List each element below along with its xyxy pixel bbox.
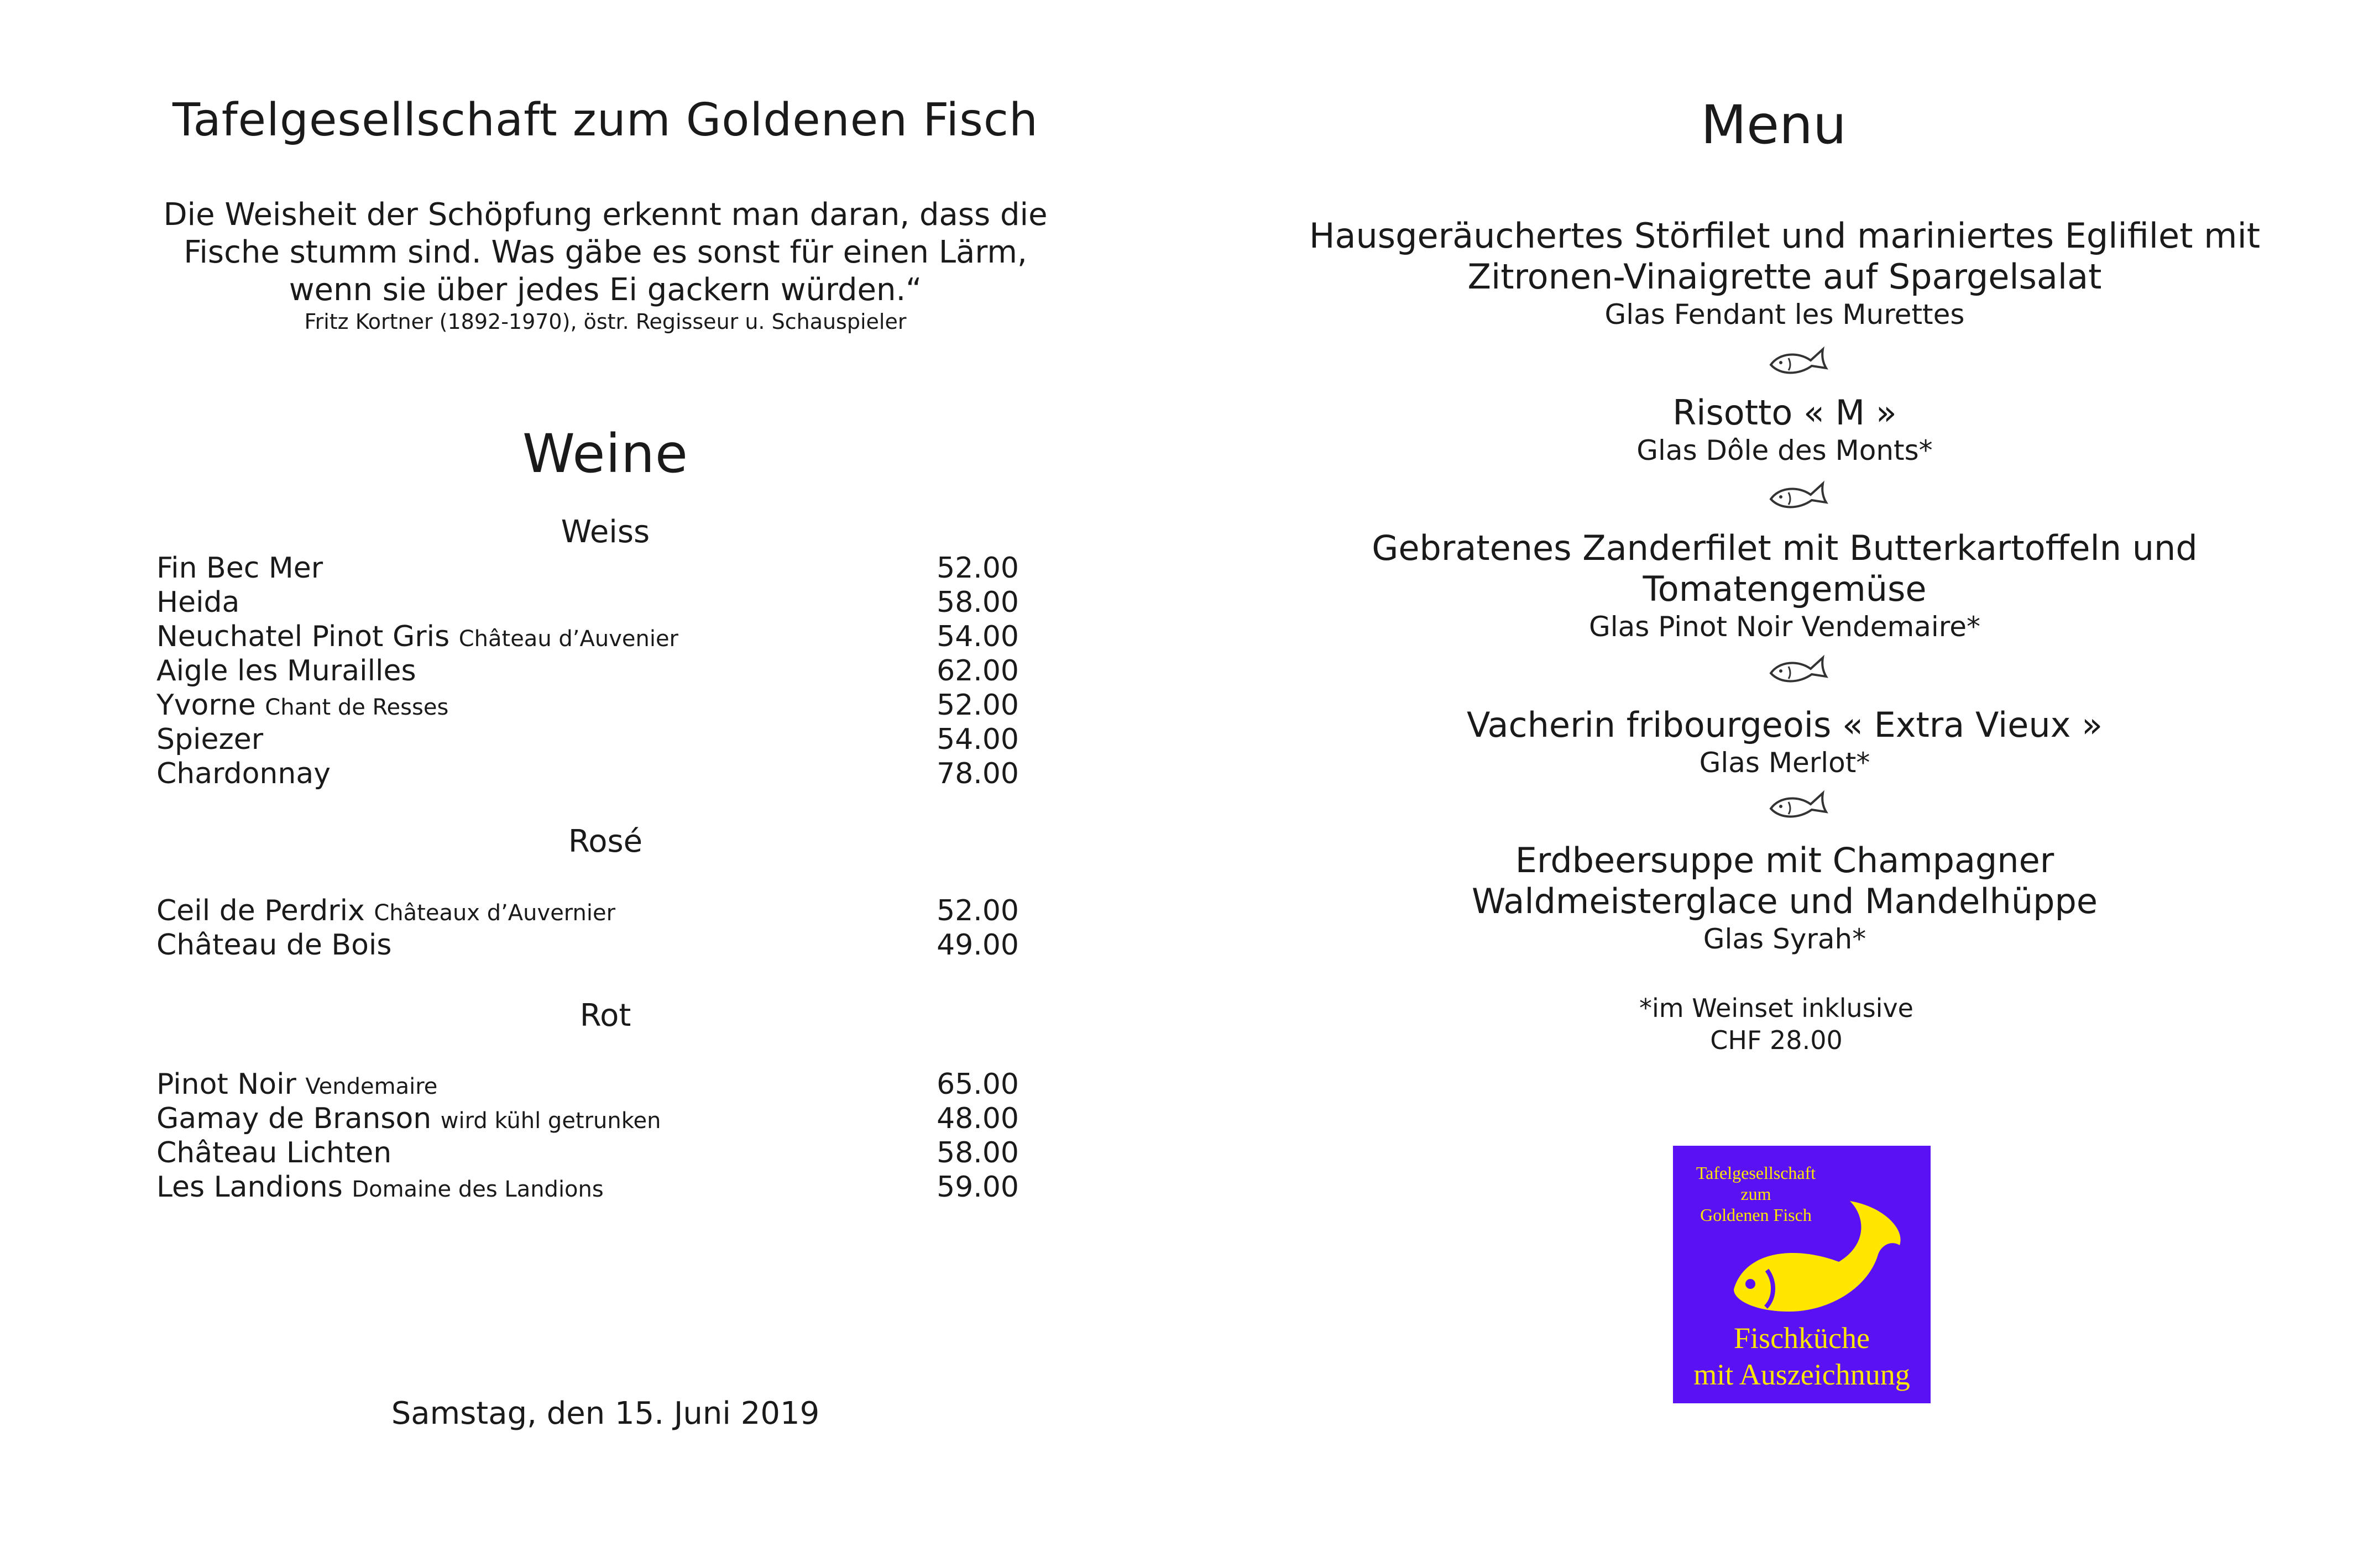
wine-row: [156, 654, 1019, 689]
wine-note: Château d’Auvenier: [458, 626, 679, 652]
wine-name: Les Landions Domaine des Landions: [156, 1171, 604, 1204]
wine-price: 54.00: [937, 620, 1019, 653]
logo-top-text: Tafelgesellschaft zum Goldenen Fisch: [1696, 1163, 1816, 1225]
wine-name: Yvorne Chant de Resses: [156, 689, 449, 722]
course-2: [1176, 392, 2353, 468]
paired-wine: Glas Syrah*: [1703, 923, 1866, 955]
wine-row: [156, 1136, 1019, 1171]
dish-line: Vacherin fribourgeois « Extra Vieux »: [1466, 705, 2103, 745]
wine-price: 65.00: [937, 1068, 1019, 1101]
wine-price: 49.00: [937, 929, 1019, 962]
quote: [0, 196, 1211, 309]
course-1: [1176, 216, 2353, 332]
wine-name: Château de Bois: [156, 929, 392, 962]
wine-row: [156, 552, 1019, 586]
paired-wine: Glas Fendant les Murettes: [1604, 298, 1965, 331]
paired-wine: Glas Pinot Noir Vendemaire*: [1588, 611, 1980, 643]
quote-line: Die Weisheit der Schöpfung erkennt man daran, dass die: [163, 197, 1048, 233]
wine-price: 58.00: [937, 1136, 1019, 1170]
wine-price: 52.00: [937, 894, 1019, 927]
dish-line: Waldmeisterglace und Mandelhüppe: [1472, 881, 2098, 921]
wine-note: wird kühl getrunken: [440, 1108, 661, 1134]
quote-line: wenn sie über jedes Ei gackern würden.“: [289, 272, 922, 308]
group-heading-weiss: Weiss: [561, 514, 650, 550]
wine-note: Chant de Resses: [265, 695, 449, 720]
wine-group-weiss: [156, 552, 1019, 791]
society-logo: [1673, 1146, 1931, 1403]
wine-list-page: [0, 0, 1176, 1568]
wine-price: 54.00: [937, 723, 1019, 756]
wine-name: Ceil de Perdrix Châteaux d’Auvernier: [156, 894, 616, 927]
quote-attribution: Fritz Kortner (1892-1970), östr. Regisseur u. Schauspieler: [304, 310, 907, 334]
dish-line: Gebratenes Zanderfilet mit Butterkartoffeln und: [1372, 528, 2198, 568]
wine-price: 62.00: [937, 654, 1019, 688]
wine-price: 52.00: [937, 552, 1019, 585]
society-title: Tafelgesellschaft zum Goldenen Fisch: [172, 94, 1038, 146]
wine-row: [156, 586, 1019, 620]
wine-price: 58.00: [937, 586, 1019, 619]
event-date: Samstag, den 15. Juni 2019: [391, 1396, 820, 1431]
wine-note: Domaine des Landions: [352, 1177, 604, 1202]
wine-price: 59.00: [937, 1171, 1019, 1204]
footnote-line: *im Weinset inklusive: [1639, 993, 1913, 1023]
wine-set-footnote: [1176, 992, 2353, 1056]
wine-name: Fin Bec Mer: [156, 552, 323, 585]
fish-divider-icon: [1765, 782, 1832, 826]
menu-page: [1176, 0, 2353, 1568]
footnote-line: CHF 28.00: [1710, 1025, 1843, 1055]
wine-price: 78.00: [937, 757, 1019, 790]
wine-name: Château Lichten: [156, 1136, 392, 1170]
dish-line: Zitronen-Vinaigrette auf Spargelsalat: [1467, 256, 2102, 297]
wine-name: Gamay de Branson wird kühl getrunken: [156, 1102, 661, 1135]
logo-bottom-text: Fischküche mit Auszeichnung: [1693, 1321, 1910, 1391]
paired-wine: Glas Merlot*: [1699, 747, 1870, 779]
course-3: [1176, 528, 2353, 644]
paired-wine: Glas Dôle des Monts*: [1636, 434, 1933, 466]
course-4: [1176, 705, 2353, 780]
wine-row: [156, 723, 1019, 757]
menu-title: Menu: [1701, 94, 1847, 156]
wine-price: 52.00: [937, 689, 1019, 722]
wine-name: Aigle les Murailles: [156, 654, 416, 688]
wine-group-rot: [156, 1068, 1019, 1205]
dish-line: Hausgeräuchertes Störfilet und mariniertes Eglifilet mit: [1309, 216, 2261, 256]
group-heading-rot: Rot: [579, 998, 631, 1034]
wine-name: Heida: [156, 586, 240, 619]
wine-row: [156, 1102, 1019, 1136]
wine-price: 48.00: [937, 1102, 1019, 1135]
wine-row: [156, 1171, 1019, 1205]
fish-divider-icon: [1765, 338, 1832, 382]
dish-line: Risotto « M »: [1672, 392, 1897, 433]
wine-row: [156, 620, 1019, 654]
wine-name: Chardonnay: [156, 757, 331, 790]
wine-name: Pinot Noir Vendemaire: [156, 1068, 438, 1101]
group-heading-rose: Rosé: [568, 824, 643, 859]
wine-name: Spiezer: [156, 723, 264, 756]
fish-divider-icon: [1765, 473, 1832, 517]
wine-row: [156, 1068, 1019, 1102]
dish-line: Tomatengemüse: [1643, 569, 1927, 609]
wine-row: [156, 757, 1019, 791]
course-5: [1176, 840, 2353, 956]
wine-row: [156, 689, 1019, 723]
wine-row: [156, 929, 1019, 963]
wine-note: Châteaux d’Auvernier: [374, 900, 616, 926]
wine-row: [156, 894, 1019, 929]
wines-title: Weine: [522, 423, 688, 485]
quote-line: Fische stumm sind. Was gäbe es sonst für einen Lärm,: [184, 234, 1027, 270]
wine-group-rose: [156, 894, 1019, 963]
wine-note: Vendemaire: [305, 1074, 438, 1099]
dish-line: Erdbeersuppe mit Champagner: [1515, 840, 2054, 880]
fish-divider-icon: [1765, 647, 1832, 691]
wine-name: Neuchatel Pinot Gris Château d’Auvenier: [156, 620, 679, 653]
